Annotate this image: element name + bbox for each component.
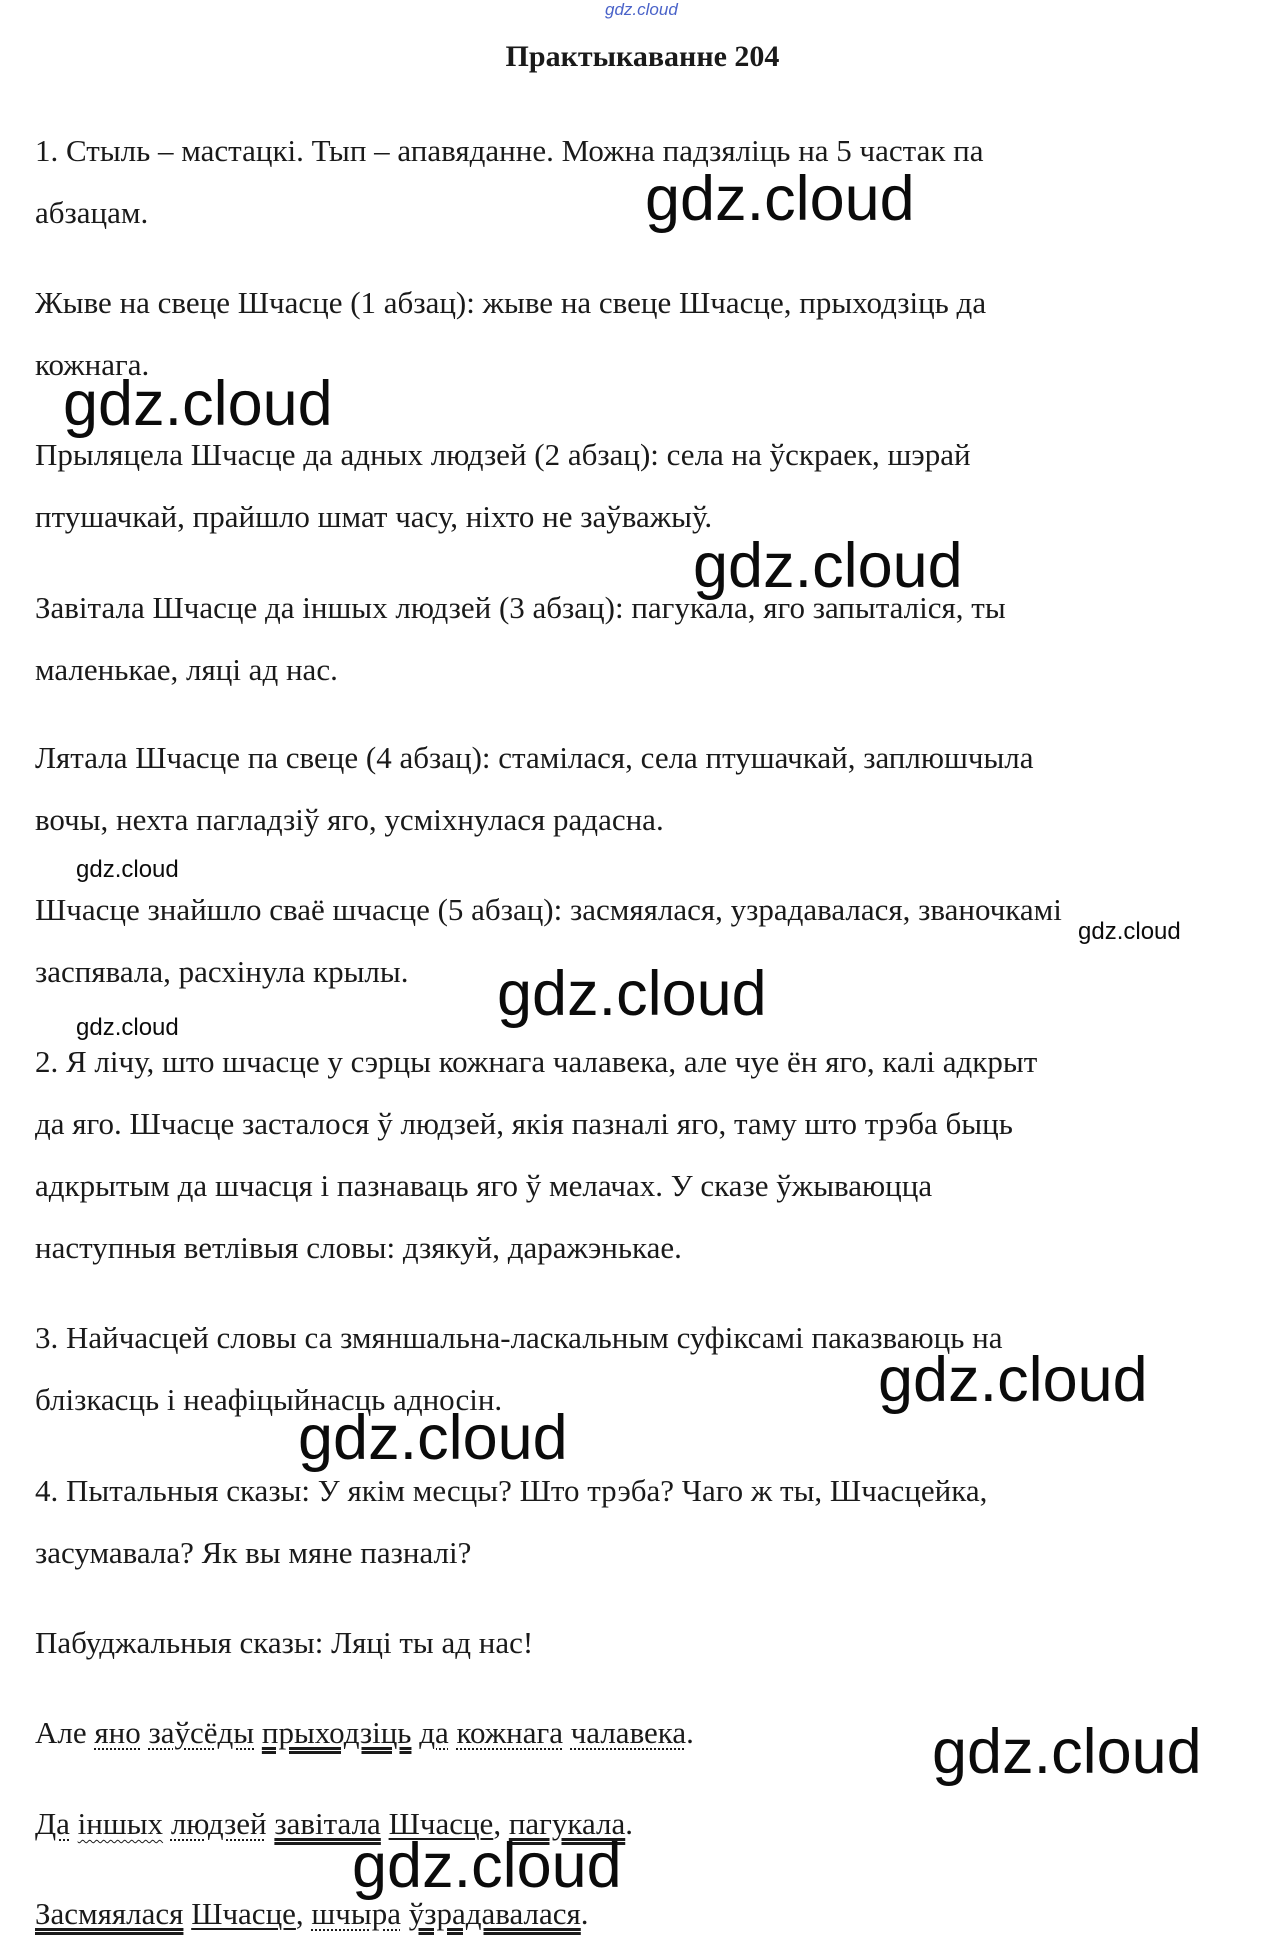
sentence-word-subject: Шчасце — [388, 1806, 494, 1841]
text-line: наступныя ветлівыя словы: дзякуй, даражэнькае. — [35, 1230, 682, 1265]
sentence-word-subject: яно — [94, 1715, 141, 1750]
sentence-punct: . — [580, 1896, 589, 1931]
sentence-word-predicate: Засмяялася — [35, 1896, 184, 1931]
sentence-punct: , — [493, 1806, 502, 1841]
text-line: абзацам. — [35, 195, 149, 230]
watermark: gdz.cloud — [645, 164, 915, 234]
text-line: заспявала, расхінула крылы. — [35, 954, 409, 989]
text-line: Лятала Шчасце па свеце (4 абзац): стамілася, села птушачкай, заплюшчыла — [35, 740, 1034, 775]
sentence-word-predicate: прыходзіць — [261, 1715, 412, 1750]
watermark: gdz.cloud — [76, 1014, 179, 1041]
sentence-word-attribute: іншых — [77, 1806, 164, 1841]
text-line: 3. Найчасцей словы са змяншальна-ласкальным суфіксамі паказваюць на — [35, 1320, 1003, 1355]
text-line: птушачкай, прайшло шмат часу, ніхто не заўважыў. — [35, 499, 713, 534]
text-line: Шчасце знайшло сваё шчасце (5 абзац): засмяялася, узрадавалася, званочкамі — [35, 892, 1062, 927]
text-line: 1. Стыль – мастацкі. Тып – апавяданне. Можна падзяліць на 5 частак па — [35, 133, 984, 168]
text-line: кожнага. — [35, 347, 150, 382]
text-line: Завітала Шчасце да іншых людзей (3 абзац): пагукала, яго запыталіся, ты — [35, 590, 1006, 625]
sentence-word-adverbial: чалавека — [570, 1715, 687, 1750]
watermark: gdz.cloud — [878, 1345, 1148, 1415]
page-title: Практыкаванне 204 — [505, 40, 780, 73]
sentence-word-predicate: пагукала — [508, 1806, 626, 1841]
sentence-word-adverbial: Да — [35, 1806, 70, 1841]
text-line: вочы, нехта пагладзіў яго, усміхнулася радасна. — [35, 802, 664, 837]
sentence-word-adverbial: шчыра — [311, 1896, 401, 1931]
text-line: Прыляцела Шчасце да адных людзей (2 абзац): села на ўскраек, шэрай — [35, 437, 971, 472]
watermark: gdz.cloud — [63, 369, 333, 439]
sentence-word-subject: Шчасце — [191, 1896, 296, 1931]
watermark: gdz.cloud — [497, 959, 767, 1029]
sentence-punct: , — [295, 1896, 304, 1931]
sentence-word-adverbial: людзей — [170, 1806, 267, 1841]
text-line: засумавала? Як вы мяне пазналі? — [35, 1535, 472, 1570]
text-line: 4. Пытальныя сказы: У якім месцы? Што трэба? Чаго ж ты, Шчасцейка, — [35, 1473, 988, 1508]
sentence-punct: . — [686, 1715, 694, 1750]
watermark: gdz.cloud — [932, 1717, 1202, 1787]
parsed-sentence-1 — [35, 1715, 694, 1751]
text-line: Пабуджальныя сказы: Ляці ты ад нас! — [35, 1625, 534, 1660]
text-line: маленькае, ляці ад нас. — [35, 652, 338, 687]
watermark: gdz.cloud — [352, 1831, 622, 1901]
sentence-word-adverbial: да — [419, 1715, 449, 1750]
watermark: gdz.cloud — [76, 856, 179, 883]
watermark: gdz.cloud — [1078, 918, 1181, 945]
sentence-word-adverbial: кожнага — [456, 1715, 563, 1750]
text-line: да яго. Шчасце засталося ў людзей, якія пазналі яго, таму што трэба быць — [35, 1106, 1013, 1141]
text-line: Жыве на свеце Шчасце (1 абзац): жыве на свеце Шчасце, прыходзіць да — [35, 285, 987, 320]
sentence-punct: . — [625, 1806, 633, 1841]
sentence-word-predicate: ўзрадавалася — [408, 1896, 581, 1931]
sentence-word: Але — [35, 1715, 87, 1750]
text-line: 2. Я лічу, што шчасце у сэрцы кожнага чалавека, але чуе ён яго, калі адкрыт — [35, 1044, 1038, 1079]
sentence-word-predicate: завітала — [274, 1806, 381, 1841]
text-line: блізкасць і неафіцыйнасць адносін. — [35, 1382, 503, 1417]
text-line: адкрытым да шчасця і пазнаваць яго ў мелачах. У сказе ўжываюцца — [35, 1168, 933, 1203]
sentence-word-adverbial: заўсёды — [148, 1715, 255, 1750]
watermark: gdz.cloud — [693, 531, 963, 601]
watermark: gdz.cloud — [298, 1403, 568, 1473]
watermark-top: gdz.cloud — [605, 0, 678, 19]
